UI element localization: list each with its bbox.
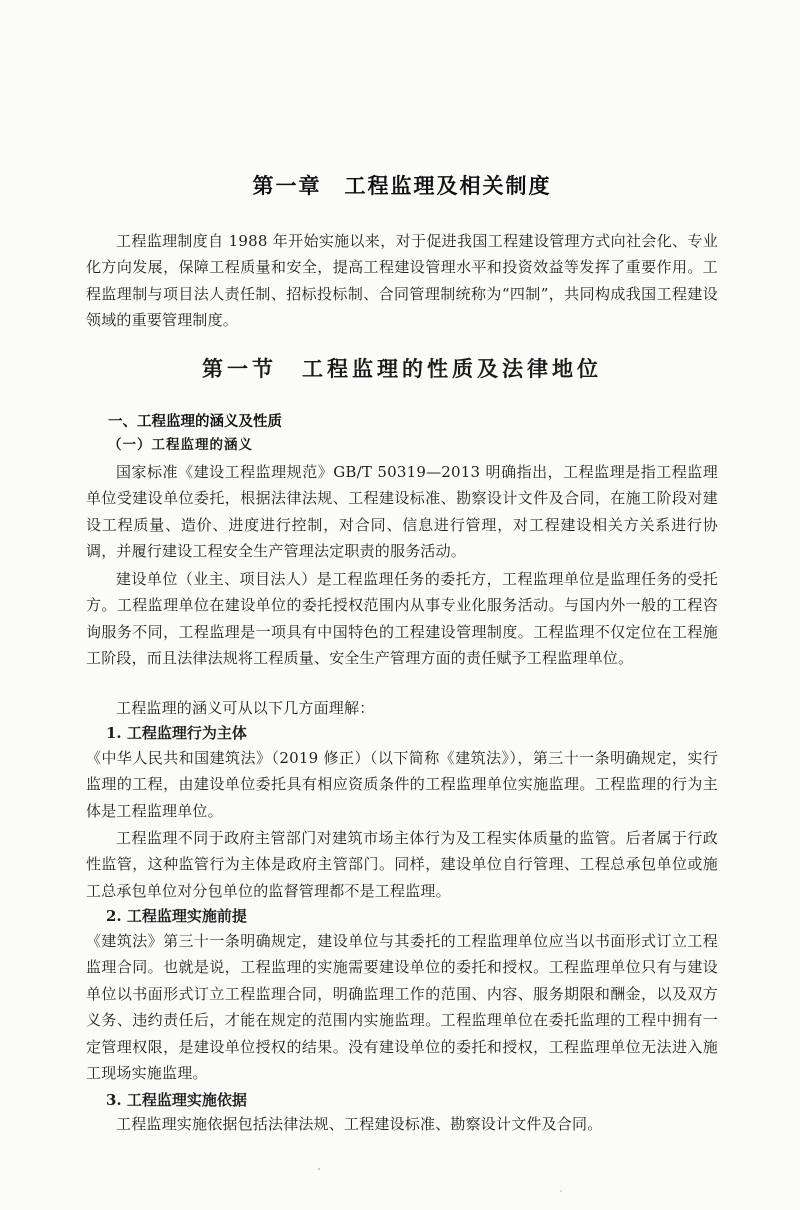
item3-heading: 3. 工程监理实施依据 bbox=[106, 1091, 247, 1109]
sub1-heading: （一）工程监理的涵义 bbox=[108, 437, 253, 453]
part1-heading: 一、工程监理的涵义及性质 bbox=[108, 414, 282, 430]
scan-speck bbox=[560, 1190, 562, 1192]
scan-speck bbox=[318, 1168, 320, 1170]
item1-heading: 1. 工程监理行为主体 bbox=[106, 724, 247, 742]
sub1-paragraph-3: 工程监理的涵义可从以下几方面理解： bbox=[116, 699, 375, 717]
item1-paragraph-2: 工程监理不同于政府主管部门对建筑市场主体行为及工程实体质量的监管。后者属于行政性监管，这种监管行为主体是政府主管部门。同样，建设单位自行管理、工程总承包单位或施工总承包单位对分包单位的监督管理都不是工程监理。 bbox=[86, 829, 718, 900]
section-title: 第一节 工程监理的性质及法律地位 bbox=[202, 356, 602, 381]
item2-paragraph-1: 《建筑法》第三十一条明确规定，建设单位与其委托的工程监理单位应当以书面形式订立工程监理合同。也就是说，工程监理的实施需要建设单位的委托和授权。工程监理单位只有与建设单位以书面形式订立工程监理合同，明确监理工作的范围、内容、服务期限和酬金，以及双方义务、违约责任后，才能在规定的范围内实施监理。工程监理单位在委托监理的工程中拥有一定管理权限，是建设单位授权的结果。没有建设单位的委托和授权，工程监理单位无法进入施工现场实施监理。 bbox=[86, 932, 718, 1083]
item1-paragraph-1: 《中华人民共和国建筑法》（2019 修正）（以下简称《建筑法》），第三十一条明确规定，实行监理的工程，由建设单位委托具有相应资质条件的工程监理单位实施监理。工程监理的行为主体是工程监理单位。 bbox=[86, 749, 718, 820]
sub1-paragraph-1: 国家标准《建设工程监理规范》GB/T 50319—2013 明确指出，工程监理是指工程监理单位受建设单位委托，根据法律法规、工程建设标准、勘察设计文件及合同，在施工阶段对建设工程质量、造价、进度进行控制，对合同、信息进行管理，对工程建设相关方关系进行协调，并履行建设工程安全生产管理法定职责的服务活动。 bbox=[86, 463, 718, 561]
sub1-paragraph-2: 建设单位（业主、项目法人）是工程监理任务的委托方，工程监理单位是监理任务的受托方。工程监理单位在建设单位的委托授权范围内从事专业化服务活动。与国内外一般的工程咨询服务不同，工程监理是一项具有中国特色的工程建设管理制度。工程监理不仅定位在工程施工阶段，而且法律法规将工程质量、安全生产管理方面的责任赋予工程监理单位。 bbox=[86, 570, 718, 668]
intro-paragraph: 工程监理制度自 1988 年开始实施以来，对于促进我国工程建设管理方式向社会化、专业化方向发展，保障工程质量和安全，提高工程建设管理水平和投资效益等发挥了重要作用。工程监理制与项目法人责任制、招标投标制、合同管理制统称为“四制”，共同构成我国工程建设领域的重要管理制度。 bbox=[86, 232, 718, 330]
chapter-title: 第一章 工程监理及相关制度 bbox=[252, 174, 552, 198]
item3-paragraph-1: 工程监理实施依据包括法律法规、工程建设标准、勘察设计文件及合同。 bbox=[116, 1115, 603, 1133]
item2-heading: 2. 工程监理实施前提 bbox=[106, 907, 247, 925]
